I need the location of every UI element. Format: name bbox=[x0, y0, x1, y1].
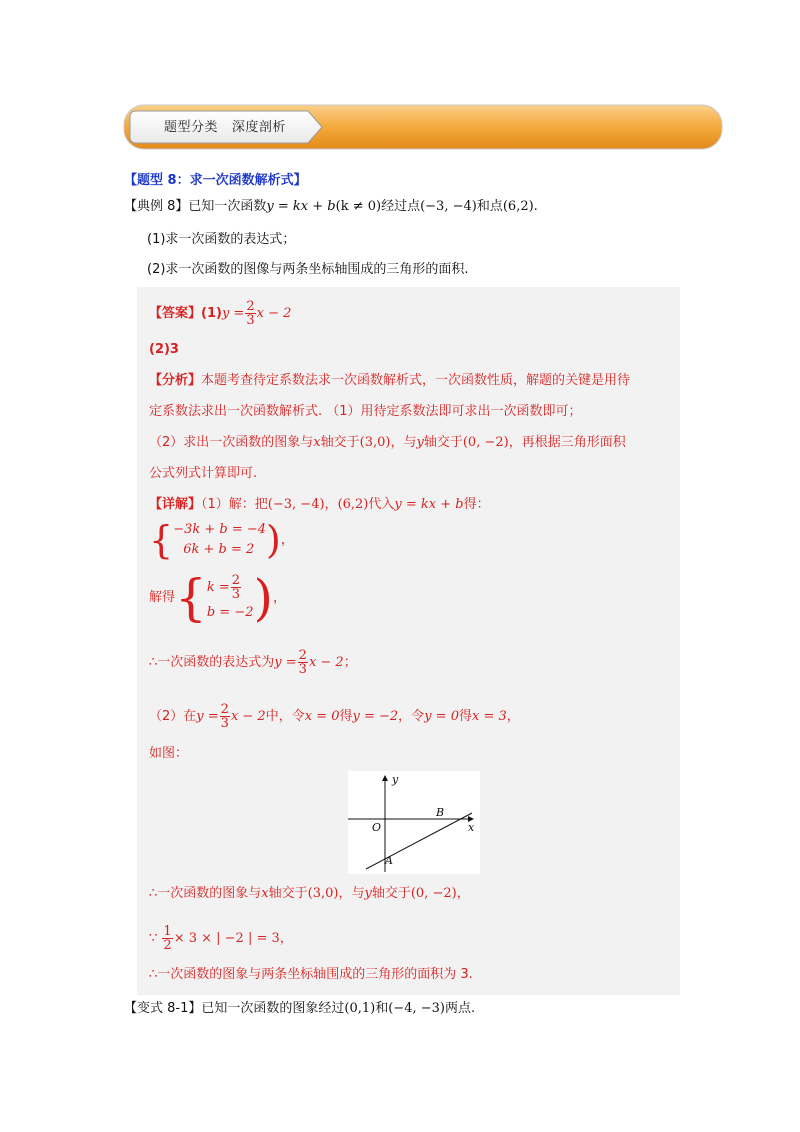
solve-label: 解得 bbox=[149, 590, 176, 605]
part-2-rest: x − 2 bbox=[230, 709, 266, 724]
part-2-b: 中，令 bbox=[265, 709, 305, 724]
analysis-line-4: 公式列式计算即可. bbox=[149, 466, 258, 481]
analysis-3x: x bbox=[313, 435, 321, 450]
t2-a: ∵ bbox=[149, 931, 158, 946]
example-point1: (−3, −4) bbox=[420, 199, 477, 214]
variant-text-a: 已知一次函数的图象经过 bbox=[201, 1001, 345, 1016]
system-2-rows bbox=[207, 574, 254, 623]
part-2-e: 得 bbox=[458, 709, 472, 724]
banner-title: 题型分类 深度剖析 bbox=[164, 120, 286, 135]
detail-intro bbox=[149, 496, 490, 514]
conclusion-1-a: ∴一次函数的表达式为 bbox=[149, 655, 275, 670]
variant-p2: (−4, −3) bbox=[388, 1001, 445, 1016]
system-2 bbox=[149, 570, 286, 626]
question-1: (1)求一次函数的表达式； bbox=[147, 232, 296, 247]
analysis-3c: ，与 bbox=[390, 435, 417, 450]
part-2-y: y = −2 bbox=[352, 709, 399, 724]
problem-type-heading: 【题型 8：求一次函数解析式】 bbox=[124, 173, 307, 188]
t2-b: × 3 × | −2 | = 3 bbox=[173, 931, 280, 946]
variant-text-b: 和 bbox=[375, 1001, 389, 1016]
example-func: y = kx + b bbox=[266, 199, 336, 214]
conclusion-1-rest: x − 2 bbox=[308, 655, 344, 670]
part-2-x0: x = 0 bbox=[304, 709, 340, 724]
answer-label: 【答案】 bbox=[149, 306, 202, 321]
t1-p1: (3,0) bbox=[307, 886, 339, 901]
answer-1-den: 3 bbox=[246, 313, 255, 328]
analysis-line-1 bbox=[149, 372, 630, 390]
system-2-fraction bbox=[231, 574, 241, 601]
conclusion-1-fraction bbox=[298, 649, 308, 676]
t2-fraction bbox=[162, 925, 172, 952]
detail-label: 【详解】 bbox=[149, 497, 202, 512]
example-cond: (k ≠ 0) bbox=[335, 199, 382, 214]
part-2-line bbox=[149, 703, 520, 730]
example-point2: (6,2). bbox=[502, 199, 538, 214]
conclusion-1-den: 3 bbox=[298, 662, 307, 677]
t1-y: y bbox=[364, 886, 372, 901]
t1-p2: (0, −2) bbox=[410, 886, 457, 901]
analysis-3a: （2）求出一次函数的图象与 bbox=[149, 435, 314, 450]
analysis-3e: ，再根据三角形面积 bbox=[508, 435, 626, 450]
analysis-3p2: (0, −2) bbox=[462, 435, 509, 450]
example-text-b: 经过点 bbox=[381, 199, 421, 214]
analysis-3y: y bbox=[416, 435, 424, 450]
analysis-line-3 bbox=[149, 434, 626, 452]
t1-c: ，与 bbox=[338, 886, 365, 901]
example-statement bbox=[124, 198, 538, 216]
conclusion-1-eq: y = bbox=[274, 655, 297, 670]
detail-intro-sep: ， bbox=[324, 497, 338, 512]
answer-1-fraction bbox=[245, 300, 255, 327]
analysis-text-1: 本题考查待定系数法求一次函数解析式，一次函数性质，解题的关键是用待 bbox=[201, 373, 631, 388]
therefore-line-1 bbox=[149, 885, 470, 903]
system-2-k: k = bbox=[206, 579, 230, 595]
analysis-line-2: 定系数法求出一次函数解析式. （1）用待定系数法即可求出一次函数即可； bbox=[149, 404, 582, 419]
origin-label: O bbox=[372, 821, 382, 834]
t1-x: x bbox=[261, 886, 269, 901]
system-1 bbox=[149, 520, 294, 560]
t1-e: ， bbox=[456, 886, 470, 901]
point-a-label: A bbox=[385, 854, 393, 867]
t2-num: 1 bbox=[163, 924, 172, 939]
t1-a: ∴一次函数的图象与 bbox=[149, 886, 262, 901]
system-1-tail: ， bbox=[280, 532, 294, 548]
therefore-line-2: ∴一次函数的图象与两条坐标轴围成的三角形的面积为 3. bbox=[149, 967, 473, 982]
system-2-num: 2 bbox=[231, 572, 241, 588]
answer-1-num: 2 bbox=[246, 299, 255, 314]
t2-c: ， bbox=[279, 931, 293, 946]
figure-label: 如图： bbox=[149, 746, 189, 761]
detail-intro-p1: (−3, −4) bbox=[267, 497, 325, 512]
answer-1-prefix: (1) bbox=[201, 306, 222, 321]
part-2-d: ，令 bbox=[398, 709, 425, 724]
system-1-row-2: 6k + b = 2 bbox=[183, 542, 255, 557]
variant-prefix: 【变式 8-1】 bbox=[124, 1001, 202, 1016]
part-2-num: 2 bbox=[220, 702, 229, 717]
part-2-eq: y = bbox=[196, 709, 219, 724]
system-2-row-1 bbox=[207, 574, 254, 601]
answer-line-1 bbox=[149, 300, 291, 327]
variant-p1: (0,1) bbox=[344, 1001, 376, 1016]
part-2-a: （2）在 bbox=[149, 709, 197, 724]
conclusion-1-tail: ； bbox=[343, 655, 357, 670]
system-1-rows bbox=[173, 520, 266, 560]
detail-intro-eq: y = kx + b bbox=[394, 497, 464, 512]
t2-den: 2 bbox=[163, 938, 172, 953]
point-b-label: B bbox=[436, 806, 445, 819]
detail-intro-c: 得： bbox=[463, 497, 490, 512]
system-2-row-2: b = −2 bbox=[206, 604, 254, 620]
part-2-c: 得 bbox=[339, 709, 353, 724]
analysis-label: 【分析】 bbox=[149, 373, 202, 388]
t1-b: 轴交于 bbox=[268, 886, 308, 901]
detail-intro-p2: (6,2) bbox=[337, 497, 369, 512]
variant-text-c: 两点. bbox=[444, 1001, 476, 1016]
detail-intro-a: （1）解：把 bbox=[201, 497, 268, 512]
example-prefix: 【典例 8】 bbox=[124, 199, 189, 214]
conclusion-1 bbox=[149, 649, 357, 676]
y-axis-label: y bbox=[392, 773, 399, 786]
variant-statement bbox=[124, 1000, 475, 1018]
analysis-3d: 轴交于 bbox=[423, 435, 463, 450]
answer-1-lhs: y = bbox=[221, 306, 245, 321]
function-graph bbox=[348, 771, 480, 874]
example-text-a: 已知一次函数 bbox=[188, 199, 267, 214]
system-1-row-1: −3k + b = −4 bbox=[173, 522, 267, 537]
answer-2: (2)3 bbox=[149, 342, 179, 357]
part-2-y0: y = 0 bbox=[424, 709, 459, 724]
right-paren-2: ) bbox=[253, 569, 273, 627]
analysis-3b: 轴交于 bbox=[320, 435, 360, 450]
part-2-den: 3 bbox=[220, 716, 229, 731]
analysis-3p1: (3,0) bbox=[359, 435, 391, 450]
question-2: (2)求一次函数的图像与两条坐标轴围成的三角形的面积. bbox=[147, 262, 469, 277]
system-2-tail: ， bbox=[273, 590, 287, 606]
right-paren-1: ) bbox=[266, 518, 281, 562]
answer-1-rest: x − 2 bbox=[256, 306, 292, 321]
left-brace-1: { bbox=[149, 518, 174, 562]
x-axis-label: x bbox=[468, 821, 475, 834]
because-line bbox=[149, 925, 293, 952]
system-2-den: 3 bbox=[231, 586, 241, 602]
part-2-fraction bbox=[220, 703, 230, 730]
part-2-f: ， bbox=[506, 709, 520, 724]
part-2-x3: x = 3 bbox=[471, 709, 507, 724]
function-line bbox=[366, 813, 472, 869]
detail-intro-b: 代入 bbox=[368, 497, 395, 512]
example-text-c: 和点 bbox=[476, 199, 503, 214]
conclusion-1-num: 2 bbox=[298, 648, 307, 663]
t1-d: 轴交于 bbox=[371, 886, 411, 901]
left-brace-2: { bbox=[175, 569, 207, 627]
